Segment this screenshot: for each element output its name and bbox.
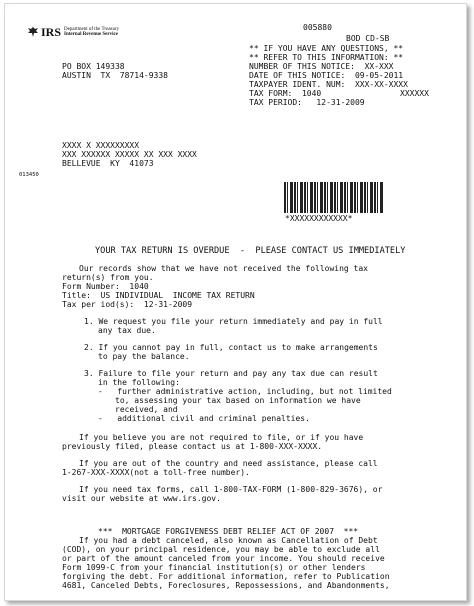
para-4-line-2: previously filed, please contact us at 1-800-XXX-XXXX. (62, 442, 323, 451)
sender-line-2: AUSTIN TX 78714-9338 (62, 71, 168, 80)
form-code: BOD CD-SB (346, 34, 390, 43)
notice-number: 005880 (303, 23, 332, 32)
irs-logo (27, 26, 119, 38)
barcode-id: *XXXXXXXXXXXX* (285, 214, 353, 223)
item-3-bullet-2: - additional civil and criminal penalties. (98, 414, 310, 423)
item-1-line-2: any tax due. (98, 326, 156, 335)
notice-title: YOUR TAX RETURN IS OVERDUE - PLEASE CONTACT US IMMEDIATELY (95, 246, 406, 256)
notice-date: DATE OF THIS NOTICE: 09-05-2011 (249, 71, 404, 80)
tax-form-code: XXXXXX (400, 89, 429, 98)
mortgage-relief-line-4: Form 1099-C from your financial institution(s) or other lenders (62, 563, 366, 572)
tax-period: TAX PERIOD: 12-31-2009 (249, 98, 365, 107)
mortgage-relief-line-1: If you had a debt canceled, also known as Cancellation of Debt (79, 536, 378, 545)
side-code: 013450 (19, 172, 39, 178)
item-1-line-1: 1. We request you file your return immediately and pay in full (84, 317, 383, 326)
para-4-line-1: If you believe you are not required to file, or if you have (79, 433, 364, 442)
intro-line-1: Our records show that we have not received the following tax (79, 264, 368, 273)
eagle-icon (27, 26, 39, 38)
form-number: Form Number: 1040 (62, 282, 149, 291)
intro-line-2: return(s) from you. (62, 273, 154, 282)
item-3-bullet-1-line-1: - further administrative action, including, but not limited (98, 387, 392, 396)
dept-name: Department of the Treasury Internal Revenue Service (64, 26, 120, 37)
tax-form: TAX FORM: 1040 (249, 89, 322, 98)
item-2-line-1: 2. If you cannot pay in full, contact us to make arrangements (84, 343, 378, 352)
mortgage-relief-line-2: (COD), on your principal residence, you may be able to exclude all (62, 545, 380, 554)
mortgage-relief-title: *** MORTGAGE FORGIVENESS DEBT RELIEF ACT OF 2007 *** (98, 527, 359, 536)
item-3-line-2: in the following: (98, 378, 180, 387)
form-title: Title: US INDIVIDUAL INCOME TAX RETURN (62, 291, 255, 300)
recipient-line-1: XXXX X XXXXXXXXX (62, 141, 140, 150)
taxpayer-id: TAXPAYER IDENT. NUM: XXX-XX-XXXX (249, 80, 408, 89)
item-3-line-1: 3. Failure to file your return and pay any tax due can result (84, 369, 378, 378)
item-3-bullet-1-line-3: received, and (115, 405, 178, 414)
barcode (284, 182, 384, 213)
mortgage-relief-line-5: forgiving the debt. For additional information, refer to Publication (62, 572, 390, 581)
questions-line-2: ** REFER TO THIS INFORMATION: ** (249, 53, 404, 62)
mortgage-relief-line-6: 4681, Canceled Debts, Foreclosures, Repossessions, and Abandonments, (62, 581, 390, 590)
recipient-line-3: BELLEVUE KY 41073 (62, 159, 154, 168)
item-2-line-2: to pay the balance. (98, 352, 190, 361)
para-5-line-1: If you are out of the country and need assistance, please call (79, 459, 378, 468)
para-6-line-1: If you need tax forms, call 1-800-TAX-FORM (1-800-829-3676), or (79, 485, 383, 494)
form-period: Tax per iod(s): 12-31-2009 (62, 300, 193, 309)
para-6-line-2: visit our website at www.irs.gov. (62, 494, 221, 503)
recipient-line-2: XXX XXXXXX XXXXX XX XXX XXXX (62, 150, 197, 159)
sender-line-1: PO BOX 149338 (62, 62, 125, 71)
notice-page (4, 3, 467, 601)
para-5-line-2: 1-267-XXX-XXXX(not a toll-free number). (62, 468, 250, 477)
notice-no: NUMBER OF THIS NOTICE: XX-XXX (249, 62, 394, 71)
mortgage-relief-line-3: or part of the amount canceled from your income. You should receive (62, 554, 385, 563)
item-3-bullet-1-line-2: to, assessing your tax based on information we have (115, 396, 361, 405)
questions-line-1: ** IF YOU HAVE ANY QUESTIONS, ** (249, 44, 404, 53)
irs-logo-text: IRS (41, 25, 62, 39)
